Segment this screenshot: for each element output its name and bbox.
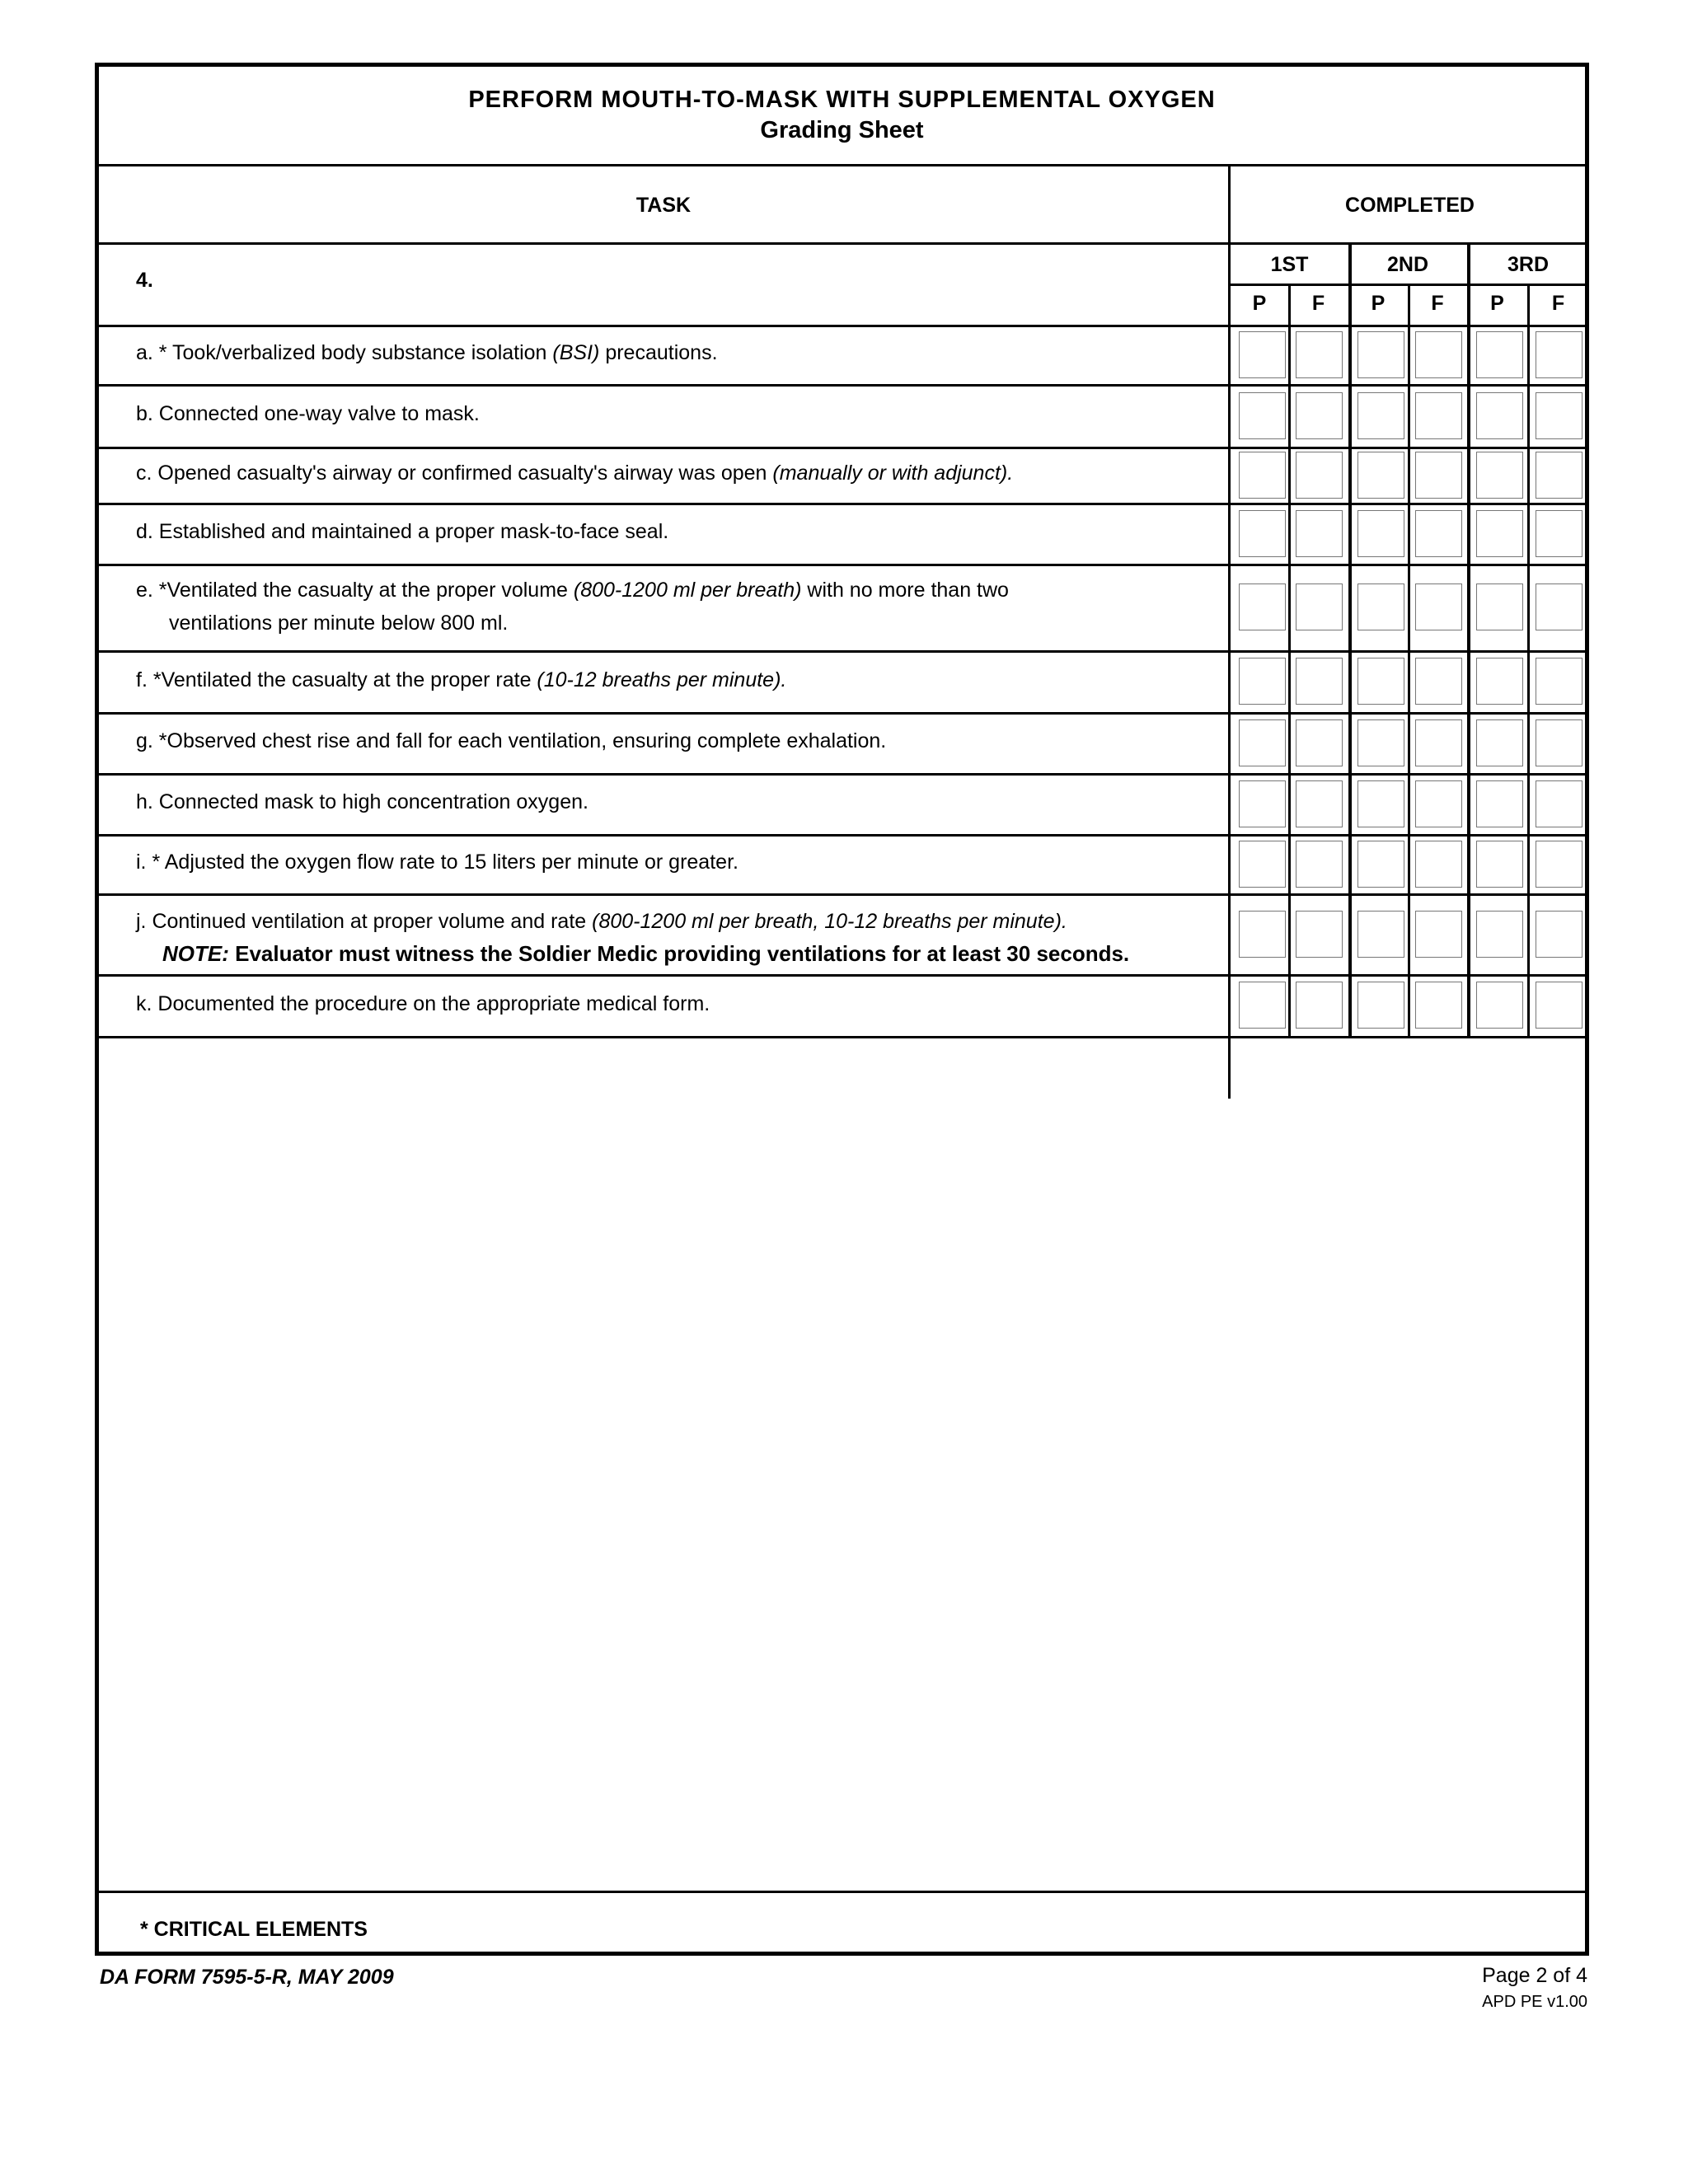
divider xyxy=(99,242,1585,245)
task-item xyxy=(136,668,786,692)
grade-checkbox[interactable] xyxy=(1239,841,1286,888)
grade-checkbox[interactable] xyxy=(1357,452,1404,499)
task-text-tail: with no more than two xyxy=(801,579,1009,602)
grade-checkbox[interactable] xyxy=(1357,841,1404,888)
form-id: DA FORM 7595-5-R, MAY 2009 xyxy=(100,1966,394,1989)
grade-checkbox[interactable] xyxy=(1357,719,1404,766)
critical-elements-note: * CRITICAL ELEMENTS xyxy=(140,1918,368,1941)
task-text: e. *Ventilated the casualty at the proper volume xyxy=(136,579,574,602)
pf-header: F xyxy=(1431,292,1444,315)
task-text: c. Opened casualty's airway or confirmed casualty's airway was open xyxy=(136,462,773,485)
grade-checkbox[interactable] xyxy=(1239,583,1286,630)
pf-header: F xyxy=(1551,292,1565,315)
completed-column-header: COMPLETED xyxy=(1345,194,1475,217)
grade-checkbox[interactable] xyxy=(1536,911,1582,958)
divider xyxy=(1228,284,1585,286)
form-frame xyxy=(95,63,1589,1956)
grade-checkbox[interactable] xyxy=(1296,392,1343,439)
form-version: APD PE v1.00 xyxy=(1482,1993,1587,2011)
grade-checkbox[interactable] xyxy=(1476,911,1523,958)
grade-checkbox[interactable] xyxy=(1476,841,1523,888)
divider xyxy=(99,325,1585,327)
grade-checkbox[interactable] xyxy=(1239,452,1286,499)
task-item xyxy=(136,729,886,753)
pf-header: P xyxy=(1252,292,1267,315)
divider xyxy=(99,1036,1585,1038)
grade-checkbox[interactable] xyxy=(1415,452,1462,499)
grade-checkbox[interactable] xyxy=(1239,392,1286,439)
grade-checkbox[interactable] xyxy=(1536,780,1582,827)
grade-checkbox[interactable] xyxy=(1415,392,1462,439)
grade-checkbox[interactable] xyxy=(1476,982,1523,1029)
task-text: h. Connected mask to high concentration oxygen. xyxy=(136,790,588,813)
form-subtitle: Grading Sheet xyxy=(760,117,924,143)
grade-checkbox[interactable] xyxy=(1536,982,1582,1029)
grade-checkbox[interactable] xyxy=(1536,841,1582,888)
divider xyxy=(99,164,1585,166)
grade-checkbox[interactable] xyxy=(1415,841,1462,888)
grade-checkbox[interactable] xyxy=(1536,452,1582,499)
attempt-header: 3RD xyxy=(1507,253,1549,276)
grade-checkbox[interactable] xyxy=(1296,841,1343,888)
grade-checkbox[interactable] xyxy=(1415,911,1462,958)
task-text: b. Connected one-way valve to mask. xyxy=(136,402,480,425)
form-title-block xyxy=(99,87,1585,144)
task-text-tail: precautions. xyxy=(599,341,718,364)
task-item xyxy=(136,790,588,814)
task-item xyxy=(136,462,1013,485)
grade-checkbox[interactable] xyxy=(1357,331,1404,378)
task-italic-text: (800-1200 ml per breath, 10-12 breaths per minute). xyxy=(592,910,1067,933)
grade-checkbox[interactable] xyxy=(1476,719,1523,766)
grade-checkbox[interactable] xyxy=(1476,583,1523,630)
grade-checkbox[interactable] xyxy=(1415,780,1462,827)
divider xyxy=(99,974,1585,977)
divider xyxy=(99,447,1585,449)
task-text: a. * Took/verbalized body substance isolation xyxy=(136,341,553,364)
grade-checkbox[interactable] xyxy=(1415,331,1462,378)
task-text: k. Documented the procedure on the appropriate medical form. xyxy=(136,992,710,1015)
pf-header: P xyxy=(1371,292,1386,315)
grade-checkbox[interactable] xyxy=(1415,982,1462,1029)
divider xyxy=(99,893,1585,896)
grade-checkbox[interactable] xyxy=(1296,452,1343,499)
grade-checkbox[interactable] xyxy=(1296,331,1343,378)
divider xyxy=(99,384,1585,387)
task-text: d. Established and maintained a proper mask-to-face seal. xyxy=(136,520,669,543)
form-title: PERFORM MOUTH-TO-MASK WITH SUPPLEMENTAL OXYGEN xyxy=(468,87,1216,113)
grade-checkbox[interactable] xyxy=(1239,982,1286,1029)
task-continuation: ventilations per minute below 800 ml. xyxy=(169,612,509,635)
divider xyxy=(99,1891,1585,1893)
grade-checkbox[interactable] xyxy=(1536,583,1582,630)
grade-checkbox[interactable] xyxy=(1239,331,1286,378)
column-divider xyxy=(1408,284,1410,1036)
divider xyxy=(99,564,1585,566)
note-text: Evaluator must witness the Soldier Medic providing ventilations for at least 30 seconds. xyxy=(228,941,1130,966)
column-divider xyxy=(1467,242,1470,1036)
note-label: NOTE: xyxy=(162,941,229,966)
divider xyxy=(99,503,1585,505)
task-item xyxy=(136,579,1009,602)
task-item xyxy=(136,402,480,426)
grade-checkbox[interactable] xyxy=(1476,331,1523,378)
grade-checkbox[interactable] xyxy=(1536,719,1582,766)
grade-checkbox[interactable] xyxy=(1296,510,1343,557)
task-text: g. *Observed chest rise and fall for each ventilation, ensuring complete exhalation. xyxy=(136,729,887,752)
attempt-header: 1ST xyxy=(1270,253,1309,276)
grade-checkbox[interactable] xyxy=(1296,583,1343,630)
column-divider xyxy=(1348,242,1352,1036)
section-number: 4. xyxy=(136,269,153,292)
pf-header: F xyxy=(1311,292,1325,315)
task-italic-text: (10-12 breaths per minute). xyxy=(537,668,787,691)
divider xyxy=(99,773,1585,776)
grade-checkbox[interactable] xyxy=(1239,780,1286,827)
task-text: f. *Ventilated the casualty at the proper rate xyxy=(136,668,537,691)
grade-checkbox[interactable] xyxy=(1357,911,1404,958)
task-italic-text: (BSI) xyxy=(552,341,600,364)
grade-checkbox[interactable] xyxy=(1415,658,1462,705)
grade-checkbox[interactable] xyxy=(1357,392,1404,439)
grade-checkbox[interactable] xyxy=(1536,392,1582,439)
grade-checkbox[interactable] xyxy=(1415,583,1462,630)
task-italic-text: (800-1200 ml per breath) xyxy=(573,579,802,602)
grade-checkbox[interactable] xyxy=(1239,510,1286,557)
grade-checkbox[interactable] xyxy=(1296,658,1343,705)
page-number: Page 2 of 4 xyxy=(1482,1964,1587,1987)
grade-checkbox[interactable] xyxy=(1357,583,1404,630)
task-item xyxy=(136,520,668,544)
attempt-header: 2ND xyxy=(1386,253,1428,276)
grade-checkbox[interactable] xyxy=(1296,911,1343,958)
grade-checkbox[interactable] xyxy=(1357,510,1404,557)
task-italic-text: (manually or with adjunct). xyxy=(772,462,1014,485)
divider xyxy=(99,650,1585,653)
task-text: i. * Adjusted the oxygen flow rate to 15 liters per minute or greater. xyxy=(136,851,738,874)
grade-checkbox[interactable] xyxy=(1357,780,1404,827)
task-item xyxy=(136,992,710,1016)
grade-checkbox[interactable] xyxy=(1476,392,1523,439)
grade-checkbox[interactable] xyxy=(1476,452,1523,499)
column-divider xyxy=(1288,284,1291,1036)
grade-checkbox[interactable] xyxy=(1239,911,1286,958)
task-item xyxy=(136,910,1067,934)
grade-checkbox[interactable] xyxy=(1357,658,1404,705)
grade-checkbox[interactable] xyxy=(1536,658,1582,705)
divider xyxy=(99,834,1585,837)
column-divider xyxy=(1527,284,1530,1036)
grade-checkbox[interactable] xyxy=(1239,658,1286,705)
task-column-header: TASK xyxy=(635,194,692,217)
task-note xyxy=(162,941,1129,967)
grade-checkbox[interactable] xyxy=(1296,982,1343,1029)
grade-checkbox[interactable] xyxy=(1476,658,1523,705)
grade-checkbox[interactable] xyxy=(1296,719,1343,766)
task-item xyxy=(136,341,718,365)
grade-checkbox[interactable] xyxy=(1239,719,1286,766)
grade-checkbox[interactable] xyxy=(1415,510,1462,557)
grade-checkbox[interactable] xyxy=(1476,780,1523,827)
task-text: j. Continued ventilation at proper volume and rate xyxy=(136,910,593,933)
grade-checkbox[interactable] xyxy=(1536,331,1582,378)
grade-checkbox[interactable] xyxy=(1357,982,1404,1029)
divider xyxy=(99,712,1585,715)
grade-checkbox[interactable] xyxy=(1415,719,1462,766)
grade-checkbox[interactable] xyxy=(1476,510,1523,557)
grade-checkbox[interactable] xyxy=(1536,510,1582,557)
page-info xyxy=(1482,1964,1587,2012)
pf-header: P xyxy=(1490,292,1504,315)
task-item xyxy=(136,851,738,874)
grade-checkbox[interactable] xyxy=(1296,780,1343,827)
